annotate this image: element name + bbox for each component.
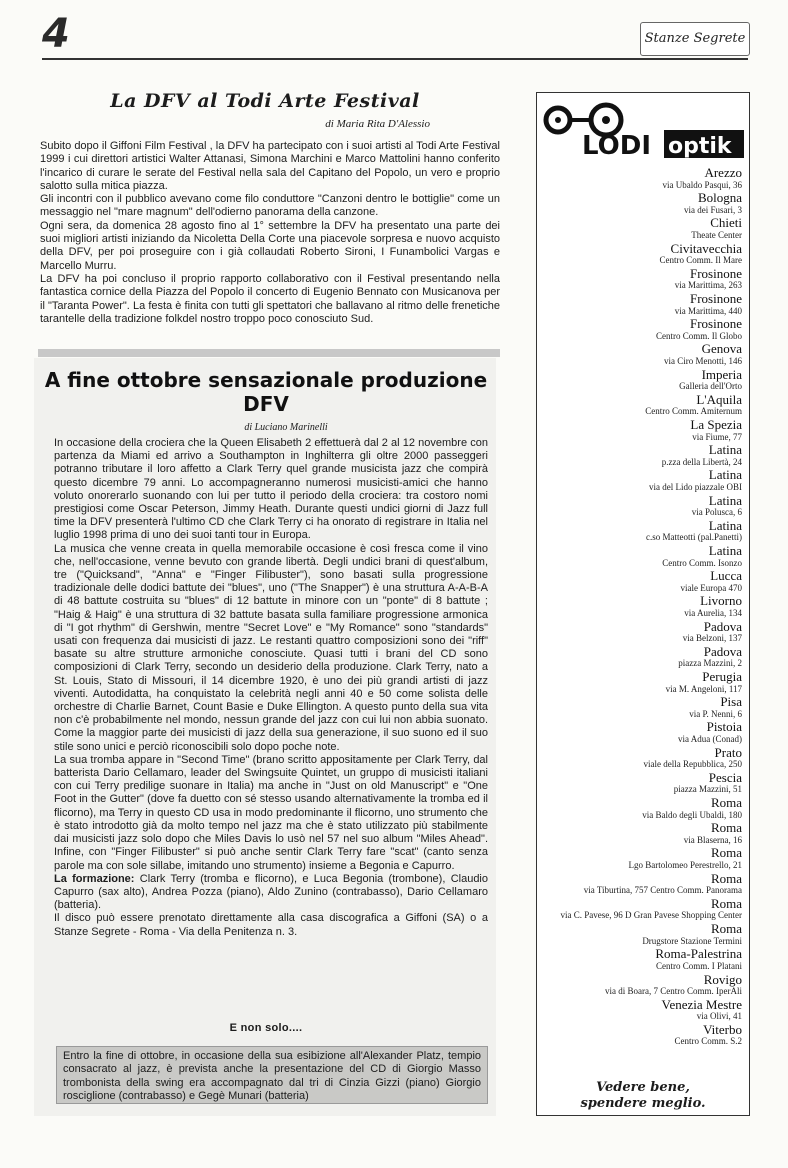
store-item xyxy=(545,494,742,519)
store-city: Genova xyxy=(701,341,742,357)
article1-paragraph: La DFV ha poi concluso il proprio rapporto collaborativo con il Festival presentando nella fantastica cornice della Piazza del Popolo il concerto di Eugenio Bennato con Musicanova per il "Taranta Power". La festa è finita con tutti gli spettatori che ballavano al ritmo delle frenetiche tarantelle della tradizione folkdel nostro troppo poco conosciuto Sud. xyxy=(40,272,500,325)
article2-body xyxy=(54,437,488,939)
store-item xyxy=(545,519,742,544)
formation-paragraph xyxy=(54,873,488,913)
store-item xyxy=(545,670,742,695)
store-city: Civitavecchia xyxy=(670,240,742,256)
store-address: via Fiume, 77 xyxy=(692,431,742,442)
store-item xyxy=(545,973,742,998)
store-city: Livorno xyxy=(700,593,742,609)
section-divider xyxy=(38,349,500,357)
store-item xyxy=(545,317,742,342)
store-address: Galleria dell'Orto xyxy=(679,381,742,392)
store-item xyxy=(545,468,742,493)
store-address: via Olivi, 41 xyxy=(696,1011,742,1022)
store-address: Drugstore Stazione Termini xyxy=(642,935,742,946)
store-item xyxy=(545,216,742,241)
store-item xyxy=(545,569,742,594)
store-city: Perugia xyxy=(702,669,742,685)
store-address: Centro Comm. S.2 xyxy=(674,1036,742,1047)
store-address: via Adua (Conad) xyxy=(678,733,742,744)
store-item xyxy=(545,368,742,393)
store-item xyxy=(545,922,742,947)
store-city: Roma xyxy=(710,820,742,836)
store-address: via dei Fusari, 3 xyxy=(684,204,742,215)
store-address: via M. Angeloni, 117 xyxy=(665,683,742,694)
lodi-optik-logo xyxy=(540,98,746,160)
store-city: Latina xyxy=(708,492,742,508)
ad-slogan xyxy=(540,1080,746,1112)
store-item xyxy=(545,846,742,871)
callout-box: Entro la fine di ottobre, in occasione della sua esibizione all'Alexander Platz, tempio consacrato al jazz, è prevista anche la presentazione del CD di Giorgio Masso trombonista della swing era accompagnato dal tri di Cinzia Gizzi (piano) Giorgio rosciglione (contrabasso) e Gegè Munari (batteria) xyxy=(56,1046,488,1104)
store-city: Roma xyxy=(710,895,742,911)
store-item xyxy=(545,443,742,468)
store-address: via del Lido piazzale OBI xyxy=(649,481,742,492)
store-address: Centro Comm. Il Mare xyxy=(659,255,742,266)
store-item xyxy=(545,544,742,569)
store-city: Rovigo xyxy=(703,971,742,987)
store-item xyxy=(545,292,742,317)
store-address: via Tiburtina, 757 Centro Comm. Panorama xyxy=(583,885,742,896)
brand-optik: optik xyxy=(668,134,732,159)
store-item xyxy=(545,418,742,443)
store-address: piazza Mazzini, 2 xyxy=(678,658,742,669)
store-city: Latina xyxy=(708,467,742,483)
store-address: via P. Nenni, 6 xyxy=(689,708,742,719)
article1-byline: di Maria Rita D'Alessio xyxy=(325,118,430,130)
store-address: via di Boara, 7 Centro Comm. IperAli xyxy=(605,986,742,996)
store-item xyxy=(545,645,742,670)
formation-text: Clark Terry (tromba e flicorno), e Luca Begonia (trombone), Claudio Capurro (sax alto), Andrea Pozza (piano), Aldo Zunino (contrabasso), Dario Cellamaro (batteria). xyxy=(54,872,488,912)
store-list xyxy=(545,166,742,1048)
store-item xyxy=(545,594,742,619)
store-address: c.so Matteotti (pal.Panetti) xyxy=(646,532,742,543)
store-item xyxy=(545,720,742,745)
store-item xyxy=(545,872,742,897)
store-item xyxy=(545,746,742,771)
store-item xyxy=(545,620,742,645)
store-item xyxy=(545,771,742,796)
store-address: via Ubaldo Pasqui, 36 xyxy=(662,179,742,190)
store-city: Roma xyxy=(710,795,742,811)
store-city: Pistoia xyxy=(706,719,742,735)
order-paragraph: Il disco può essere prenotato direttamente alla casa discografica a Giffoni (SA) o a Stanze Segrete - Roma - Via della Penitenza n. 3. xyxy=(54,912,488,938)
store-item xyxy=(545,998,742,1023)
store-address: viale della Repubblica, 250 xyxy=(643,759,742,770)
article2-paragraph: La sua tromba appare in "Second Time" (brano scritto appositamente per Clark Terry, dal batterista Dario Cellamaro, leader del Swingsuite Quintet, un gruppo di musicisti italiani con cui Terry predilige suonare in Italia) ma anche in "Just on old Manuscript" e "One Foot in the Gutter" (dove fa duetto con sé stesso usando alternativamente la tromba ed il flicorno), ma Terry in questo CD usa in modo predominante il flicorno, uno strumento che è stato introdotto già da molto tempo nel jazz ma che è stato utilizzato più stabilmente dai musicisti jazz solo dopo che Miles Davis lo usò nel 57 nel suo album "Miles Ahead". Infine, con "Finger Filibuster" si può anche sentir Clark Terry fare "scat" (canto senza parole ma con sole sillabe, imitando uno strumento) insieme a Begonia e Capurro. xyxy=(54,753,488,872)
store-city: Padova xyxy=(703,618,742,634)
store-address: via Polusca, 6 xyxy=(691,507,742,518)
store-item xyxy=(545,166,742,191)
store-city: Pescia xyxy=(708,769,742,785)
article1-paragraph: Ogni sera, da domenica 28 agosto fino al 1° settembre la DFV ha presentato una parte dei suoi migliori artisti iniziando da Nicoletta Della Corte una piacevole sorpresa e nuovo acquisto della DFV, per poi proseguire con i già collaudati Roberto Sironi, I Funambolici Vargas e Marcello Murru. xyxy=(40,219,500,272)
store-city: Lucca xyxy=(710,568,742,584)
store-address: via Aurelia, 134 xyxy=(684,607,742,618)
store-city: Padova xyxy=(703,643,742,659)
store-city: Pisa xyxy=(720,694,742,710)
store-item xyxy=(545,1023,742,1048)
store-address: p.zza della Libertà, 24 xyxy=(661,456,742,467)
article1-body xyxy=(40,140,500,326)
masthead-logo: Stanze Segrete xyxy=(640,22,750,56)
store-city: Roma xyxy=(710,870,742,886)
article1-paragraph: Subito dopo il Giffoni Film Festival , la DFV ha partecipato con i suoi artisti al Todi Arte Festival 1999 i cui direttori artistici Walter Attanasi, Simona Marchini e Marco Mattolini hanno conferito l'incarico di curare le serate del Festival nella sala del Capitano del Popolo, un vero e proprio salotto sulla mitica piazza. xyxy=(40,140,500,192)
store-item xyxy=(545,796,742,821)
store-city: Frosinone xyxy=(690,316,742,332)
store-city: Imperia xyxy=(701,366,742,382)
article2-paragraph: La musica che venne creata in quella memorabile occasione è così fresca come il vino che, nell'occasione, venne bevuto con grande libertà. Degli undici brani di quest'album, tre ("Quicksand", "Anna" e "Finger Filibuster"), sono basati sulla progressione tradizionale delle dodici battute dei "blues", uno ("The Snapper") è una struttura A-A-B-A di 48 battute costruita su "blues" di 12 battute in minore con un "ponte" di 8 battute ; "Haig & Haig" è una struttura di 32 battute basata sulla familiare progressione armonica di "I got rhythm" di Gershwin, mentre "Secret Love" e "My Romance" sono "standards" usati con frequenza dai musicisti di jazz. Le restanti quattro composizioni sono dei "riff" basate su altre strutture armoniche conosciute. Quasi tutti i brani del CD sono composizioni di Clark Terry, secondo un desiderio della produzione. Clark Terry, nato a St. Louis, Stato di Missouri, il 14 dicembre 1920, è uno dei più grandi artisti di jazz viventi. Autodidatta, ha conquistato la celebrità negli anni 40 e 50 come solista delle orchestre di Charlie Barnet, Count Basie e Duke Ellington. A questo punto della sua vita non c'è probabilmente nel mondo, nessun grande del jazz con cui lui non abbia suonato. Come la maggior parte dei musicisti di jazz della sua generazione, il suo suono ed il suo stile sono unici e perciò riconoscibili solo dopo poche note. xyxy=(54,542,488,753)
store-item xyxy=(545,267,742,292)
store-city: L'Aquila xyxy=(696,391,742,407)
store-city: Venezia Mestre xyxy=(661,996,742,1012)
store-city: Latina xyxy=(708,442,742,458)
store-city: Roma xyxy=(710,845,742,861)
header-rule xyxy=(42,58,748,60)
store-city: Arezzo xyxy=(704,165,742,180)
store-city: Roma-Palestrina xyxy=(655,946,742,962)
page-number: 4 xyxy=(42,11,70,57)
article1-paragraph: Gli incontri con il pubblico avevano come filo conduttore "Canzoni dentro le bottiglie" come un messaggio nel "mare magnum" dell'odierno panorama della canzone. xyxy=(40,193,500,219)
store-city: Viterbo xyxy=(703,1021,742,1037)
section-label: E non solo.... xyxy=(229,1022,303,1034)
store-address: via Marittima, 440 xyxy=(674,305,742,316)
store-address: Centro Comm. I Platani xyxy=(656,960,742,971)
store-item xyxy=(545,393,742,418)
store-address: Centro Comm. Amiternum xyxy=(645,406,742,417)
slogan-line-1: Vedere bene, xyxy=(596,1080,690,1095)
article2-paragraph: In occasione della crociera che la Queen Elisabeth 2 effettuerà dal 2 al 12 novembre con partenza da Miami ed arrivo a Southampton in Inghilterra gli oltre 2000 passeggeri potranno tributare il loro affetto a Clark Terry quel grande musicista jazz che compirà questo dicembre 79 anni. Lo accompagneranno numerosi musicisti-amici che hanno voluto onorerarlo suonando con lui per tutto il periodo della crociera: tra costoro nomi prestigiosi come Oscar Peterson, Jimmy Heath. Durante questi undici giorni di Jazz full time la DFV presenterà l'ultimo CD che Clark Terry ci ha onorato di registrare in Italia nel luglio 1998 prima di uno dei suoi tanti tour in Europa. xyxy=(54,437,488,542)
store-city: Prato xyxy=(714,744,742,760)
store-address: viale Europa 470 xyxy=(680,582,742,593)
store-item xyxy=(545,821,742,846)
store-city: Latina xyxy=(708,543,742,559)
store-address: via Blaserna, 16 xyxy=(683,834,742,845)
article2-title: A fine ottobre sensazionale produzione DFV xyxy=(44,368,488,416)
store-item xyxy=(545,191,742,216)
slogan-line-2: spendere meglio. xyxy=(580,1096,706,1111)
store-item xyxy=(545,342,742,367)
store-address: piazza Mazzini, 51 xyxy=(673,784,742,795)
formation-label: La formazione: xyxy=(54,872,135,885)
store-city: Frosinone xyxy=(690,291,742,307)
store-address: via Marittima, 263 xyxy=(674,280,742,291)
store-item xyxy=(545,242,742,267)
store-address: Lgo Bartolomeo Perestrello, 21 xyxy=(628,859,742,870)
store-city: La Spezia xyxy=(690,417,742,433)
store-city: Latina xyxy=(708,517,742,533)
store-address: via Belzoni, 137 xyxy=(682,633,742,644)
store-address: via C. Pavese, 96 D Gran Pavese Shopping Center xyxy=(560,910,742,921)
store-address: Centro Comm. Isonzo xyxy=(662,557,742,568)
store-item xyxy=(545,897,742,922)
store-city: Chieti xyxy=(710,215,742,231)
brand-lodi: LODI xyxy=(582,131,651,160)
store-address: Centro Comm. Il Globo xyxy=(656,330,742,341)
store-city: Roma xyxy=(710,921,742,937)
store-city: Frosinone xyxy=(690,265,742,281)
article1-title: La DFV al Todi Arte Festival xyxy=(110,90,420,112)
store-address: via Ciro Menotti, 146 xyxy=(664,355,742,366)
article2-byline: di Luciano Marinelli xyxy=(244,422,328,433)
store-address: Theate Center xyxy=(691,229,742,240)
store-address: via Baldo degli Ubaldi, 180 xyxy=(642,809,742,820)
store-item xyxy=(545,947,742,972)
store-item xyxy=(545,695,742,720)
store-city: Bologna xyxy=(697,190,742,206)
